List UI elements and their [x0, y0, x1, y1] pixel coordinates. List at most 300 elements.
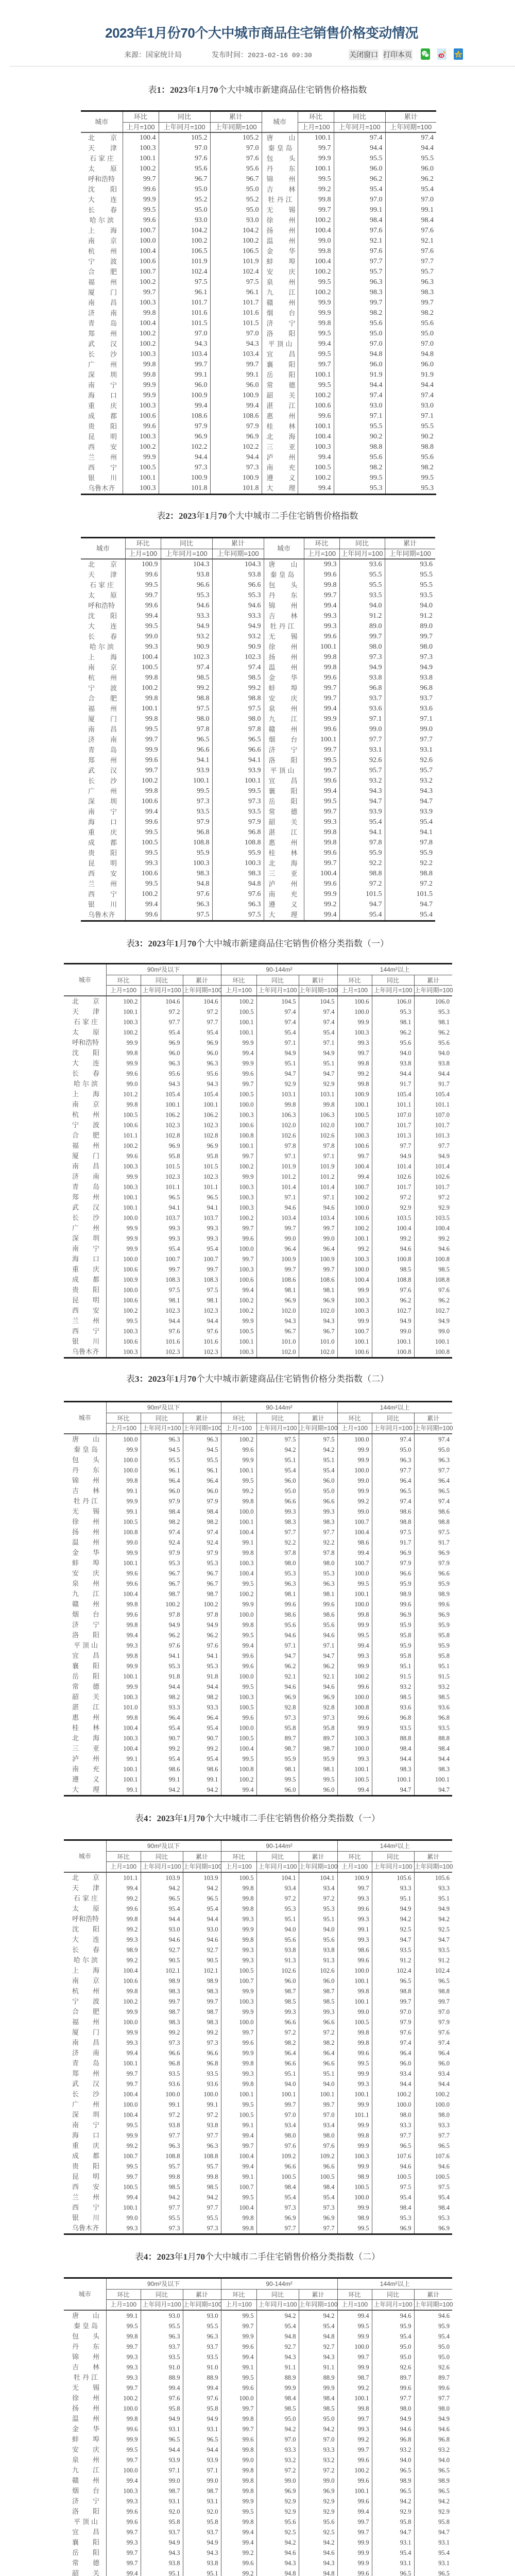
- gt144-yoy-cell: 97.4: [372, 2038, 414, 2048]
- yoy-index-cell: 95.5: [334, 154, 385, 164]
- 90to144-mom-cell: 100.3: [221, 1996, 256, 2007]
- print-page-button[interactable]: 打印本页: [383, 49, 413, 60]
- city-name: 贵阳: [88, 422, 133, 430]
- mom-index-cell: 99.6: [125, 755, 161, 766]
- gt144-yoy-cell: 97.7: [372, 2130, 414, 2141]
- le90-yoy-cell: 90.5: [141, 1955, 183, 1965]
- 90to144-yoy-cell: 101.4: [256, 1182, 299, 1192]
- 90to144-cum-cell: 94.6: [299, 2548, 337, 2558]
- 90to144-yoy-cell: 95.4: [256, 2321, 299, 2331]
- gt144-cum-cell: 91.5: [414, 1671, 452, 1682]
- city-cell: [81, 483, 123, 495]
- le90-mom-cell: 100.1: [106, 1192, 141, 1202]
- gt144-mom-cell: 99.9: [337, 2362, 372, 2372]
- le90-yoy-cell: 104.6: [141, 996, 183, 1007]
- city-name: 徐州: [266, 216, 311, 224]
- city-cell: [64, 1275, 114, 1285]
- yoy-index-cell: 93.8: [161, 570, 212, 580]
- gt144-cum-cell: 100.1: [414, 1336, 452, 1347]
- city-name: 九江: [72, 1589, 114, 1598]
- le90-yoy-cell: 88.9: [141, 2372, 183, 2383]
- 90to144-yoy-cell: 93.8: [256, 1945, 299, 1955]
- table-row: [81, 411, 436, 421]
- city-name: 北京: [72, 997, 114, 1005]
- le90-cum-cell: 100.7: [183, 1254, 221, 1264]
- le90-mom-cell: 99.8: [106, 1476, 141, 1486]
- gt144-mom-cell: 98.9: [337, 2172, 372, 2182]
- le90-cum-cell: 94.2: [183, 2192, 221, 2202]
- cum-index-cell: 93.0: [210, 215, 262, 226]
- header-city: 城市: [64, 1840, 106, 1872]
- city-cell: [81, 473, 133, 483]
- le90-mom-cell: 100.4: [106, 1589, 141, 1599]
- le90-mom-cell: 99.9: [106, 1058, 141, 1069]
- city-name: 蚌埠: [72, 2435, 114, 2443]
- city-name: 兰州: [88, 453, 133, 461]
- 90to144-cum-cell: 95.4: [299, 2192, 337, 2202]
- le90-mom-cell: 100.3: [106, 1182, 141, 1192]
- 90to144-cum-cell: 91.1: [299, 2362, 337, 2372]
- mom-index-cell: 99.5: [298, 349, 334, 360]
- city-cell: [264, 735, 313, 745]
- gt144-mom-cell: 99.4: [337, 1640, 372, 1651]
- 90to144-mom-cell: 100.1: [221, 1017, 256, 1027]
- city-name: 九江: [72, 2466, 114, 2474]
- city-cell: [64, 1486, 114, 1496]
- 90to144-mom-cell: 100.4: [221, 1743, 256, 1754]
- cum-index-cell: 99.1: [385, 205, 436, 215]
- 90to144-mom-cell: 100.0: [221, 1671, 256, 1682]
- city-cell: [264, 601, 313, 611]
- gt144-yoy-cell: 96.4: [372, 1476, 414, 1486]
- gt144-yoy-cell: 97.6: [372, 1285, 414, 1295]
- table-row: [81, 693, 435, 704]
- 90to144-cum-cell: 94.0: [299, 1924, 337, 1935]
- table-title-part: 70: [187, 939, 196, 948]
- city-cell: [262, 195, 298, 205]
- table-row: [64, 1017, 452, 1027]
- gt144-cum-cell: 97.7: [414, 1141, 452, 1151]
- 90to144-cum-cell: 94.6: [299, 1202, 337, 1213]
- city-cell: [64, 1213, 114, 1223]
- city-cell: [64, 1038, 106, 1048]
- gt144-cum-cell: 93.5: [414, 1723, 452, 1733]
- table-row: [64, 2372, 452, 2383]
- table-row: [81, 132, 436, 143]
- 90to144-mom-cell: 99.6: [221, 2342, 256, 2352]
- mom-index-cell: 100.4: [123, 318, 159, 329]
- gt144-cum-cell: 98.5: [414, 1692, 452, 1702]
- gt144-yoy-cell: 93.3: [372, 1883, 414, 1893]
- table-row: [81, 869, 435, 879]
- gt144-cum-cell: 102.7: [414, 1306, 452, 1316]
- le90-yoy-cell: 97.6: [141, 2393, 183, 2403]
- 90to144-yoy-cell: 99.0: [256, 1233, 299, 1244]
- gt144-yoy-cell: 98.9: [372, 2476, 414, 2486]
- yoy-index-cell: 102.3: [161, 652, 212, 663]
- le90-mom-cell: 100.5: [106, 1110, 141, 1120]
- table-row: [64, 1316, 452, 1326]
- le90-mom-cell: 99.3: [106, 2372, 141, 2383]
- le90-cum-cell: 99.1: [183, 2099, 221, 2110]
- le90-cum-cell: 94.6: [183, 1935, 221, 1945]
- header-cum-base: 上年同期=100: [210, 123, 262, 133]
- city-cell: [81, 442, 133, 452]
- le90-cum-cell: 108.8: [183, 2151, 221, 2161]
- header-mom-base: 上月=100: [221, 1423, 256, 1434]
- yoy-index-cell: 95.6: [334, 318, 385, 329]
- city-cell: [64, 1713, 114, 1723]
- 90to144-mom-cell: 99.3: [221, 1955, 256, 1965]
- 90to144-yoy-cell: 93.4: [256, 1883, 299, 1893]
- gt144-yoy-cell: 93.6: [372, 1702, 414, 1713]
- le90-mom-cell: 100.6: [106, 1976, 141, 1986]
- mom-index-cell: 99.8: [298, 246, 334, 257]
- city-cell: [81, 590, 133, 601]
- city-cell: [81, 683, 133, 693]
- city-cell: [64, 1316, 114, 1326]
- gt144-yoy-cell: 99.7: [372, 1996, 414, 2007]
- mom-index-cell: 99.5: [304, 796, 339, 807]
- le90-mom-cell: 99.9: [106, 1223, 141, 1233]
- le90-mom-cell: 99.8: [106, 1914, 141, 1924]
- 90to144-yoy-cell: 94.8: [256, 2331, 299, 2342]
- le90-yoy-cell: 98.9: [141, 1976, 183, 1986]
- cum-index-cell: 96.9: [210, 432, 262, 442]
- table-title-part: 表: [148, 85, 157, 95]
- table-row: [64, 1651, 452, 1661]
- table-row: [81, 559, 435, 570]
- le90-cum-cell: 96.3: [183, 2331, 221, 2342]
- gt144-mom-cell: 99.2: [337, 2434, 372, 2445]
- mom-index-cell: 99.6: [304, 879, 339, 889]
- city-name: 湛江: [266, 402, 311, 410]
- qzone-icon[interactable]: [454, 48, 463, 60]
- header-yoy: 同比: [256, 975, 299, 986]
- city-name: 济南: [88, 736, 133, 743]
- city-cell: [264, 817, 313, 827]
- city-name: 南宁: [88, 808, 133, 816]
- city-cell: [262, 298, 311, 308]
- gt144-cum-cell: 94.9: [414, 1904, 452, 1914]
- mom-index-cell: 99.9: [123, 391, 159, 401]
- le90-mom-cell: 99.6: [106, 1904, 141, 1914]
- city-cell: [64, 1579, 114, 1589]
- 90to144-mom-cell: 99.5: [221, 1579, 256, 1589]
- 90to144-yoy-cell: 97.2: [256, 2027, 299, 2038]
- cum-index-cell: 91.9: [385, 370, 436, 380]
- city-name: 宜昌: [72, 2528, 114, 2536]
- 90to144-yoy-cell: 93.3: [256, 2445, 299, 2455]
- le90-mom-cell: 100.6: [106, 1120, 141, 1130]
- le90-mom-cell: 100.0: [106, 1434, 141, 1445]
- city-cell: [64, 2558, 114, 2568]
- gt144-yoy-cell: 94.6: [372, 2310, 414, 2321]
- mom-index-cell: 99.7: [304, 766, 339, 776]
- yoy-index-cell: 95.5: [339, 570, 385, 580]
- gt144-mom-cell: 100.3: [337, 1295, 372, 1306]
- city-cell: [64, 2476, 114, 2486]
- le90-yoy-cell: 98.7: [141, 2007, 183, 2017]
- table-row: [64, 1172, 452, 1182]
- yoy-index-cell: 95.4: [339, 910, 385, 921]
- city-name: 温州: [72, 1538, 114, 1546]
- le90-yoy-cell: 97.7: [141, 2202, 183, 2213]
- cum-index-cell: 97.8: [212, 724, 264, 735]
- mom-index-cell: 99.5: [125, 879, 161, 889]
- 90to144-cum-cell: 94.9: [299, 1048, 337, 1058]
- le90-yoy-cell: 94.3: [141, 1079, 183, 1089]
- city-name: 济宁: [72, 1620, 114, 1629]
- header-cum: 累计: [183, 975, 221, 986]
- city-name: 南充: [266, 464, 311, 471]
- city-name: 西安: [88, 870, 133, 877]
- mom-index-cell: 100.2: [123, 277, 159, 287]
- header-yoy: 同比: [334, 111, 385, 123]
- table-row: [81, 735, 435, 745]
- cum-index-cell: 95.3: [385, 483, 436, 495]
- 90to144-yoy-cell: 99.0: [256, 2476, 299, 2486]
- 90to144-yoy-cell: 97.1: [256, 1151, 299, 1161]
- header-mom-base: 上月=100: [337, 1862, 372, 1872]
- city-name: 烟台: [72, 1610, 114, 1618]
- gt144-yoy-cell: 94.7: [372, 1785, 414, 1796]
- 90to144-yoy-cell: 91.3: [256, 1955, 299, 1965]
- city-cell: [64, 1640, 106, 1651]
- mom-index-cell: 99.9: [123, 380, 159, 391]
- le90-mom-cell: 99.4: [106, 1883, 141, 1893]
- mom-index-cell: 99.7: [304, 590, 339, 601]
- city-name: 吉林: [72, 2363, 114, 2371]
- gt144-yoy-cell: 95.8: [372, 1630, 414, 1640]
- yoy-index-cell: 98.0: [161, 714, 212, 724]
- mom-index-cell: 100.3: [123, 349, 159, 360]
- city-cell: [81, 205, 133, 215]
- city-cell: [64, 2172, 114, 2182]
- le90-mom-cell: 100.6: [106, 1295, 141, 1306]
- le90-yoy-cell: 96.7: [141, 1568, 183, 1579]
- gt144-cum-cell: 95.1: [414, 1661, 452, 1671]
- city-name: 南昌: [72, 2038, 114, 2046]
- gt144-mom-cell: 99.4: [337, 1785, 372, 1796]
- le90-yoy-cell: 94.4: [141, 2445, 183, 2455]
- 90to144-cum-cell: 94.2: [299, 2424, 337, 2434]
- table-row: [81, 766, 435, 776]
- 90to144-cum-cell: 96.4: [299, 1244, 337, 1254]
- 90to144-cum-cell: 101.0: [299, 1336, 337, 1347]
- header-city: 城市: [64, 1402, 106, 1434]
- city-cell: [264, 652, 313, 663]
- gt144-mom-cell: 100.1: [337, 1996, 372, 2007]
- city-name: 秦皇岛: [270, 571, 297, 579]
- 90to144-mom-cell: 99.2: [221, 2548, 256, 2558]
- city-name: 安庆: [268, 694, 313, 702]
- yoy-index-cell: 94.4: [334, 380, 385, 391]
- 90to144-cum-cell: 95.0: [299, 1486, 337, 1496]
- gt144-mom-cell: 100.9: [337, 1089, 372, 1099]
- table-row: [64, 1630, 452, 1640]
- le90-yoy-cell: 97.8: [141, 1609, 183, 1620]
- 90to144-yoy-cell: 95.4: [256, 1027, 299, 1038]
- le90-mom-cell: 100.4: [106, 2089, 141, 2099]
- 90to144-yoy-cell: 95.6: [256, 1935, 299, 1945]
- le90-mom-cell: 99.4: [106, 1630, 141, 1640]
- gt144-mom-cell: 99.9: [337, 1723, 372, 1733]
- le90-cum-cell: 93.7: [183, 2527, 221, 2537]
- gt144-cum-cell: 95.0: [414, 2342, 452, 2352]
- table-row: [81, 442, 436, 452]
- le90-yoy-cell: 98.7: [141, 1589, 183, 1599]
- le90-mom-cell: 99.5: [106, 2120, 141, 2130]
- gt144-mom-cell: 98.7: [337, 2372, 372, 2383]
- wechat-icon[interactable]: [421, 48, 430, 60]
- le90-mom-cell: 101.1: [106, 1130, 141, 1141]
- 90to144-yoy-cell: 94.7: [256, 1651, 299, 1661]
- weibo-icon[interactable]: [437, 48, 447, 60]
- gt144-yoy-cell: 92.9: [372, 2506, 414, 2517]
- table-row: [81, 776, 435, 786]
- mom-index-cell: 100.5: [123, 463, 159, 473]
- 90to144-cum-cell: 96.0: [299, 1976, 337, 1986]
- city-name: 呼和浩特: [72, 1038, 99, 1046]
- mom-index-cell: 99.4: [304, 704, 339, 714]
- gt144-cum-cell: 94.7: [414, 1785, 452, 1796]
- 90to144-cum-cell: 95.6: [299, 2517, 337, 2527]
- le90-cum-cell: 98.6: [183, 1764, 221, 1774]
- header-cum-base: 上年同期=100: [385, 123, 436, 133]
- gt144-mom-cell: 99.6: [337, 2476, 372, 2486]
- table-row: [64, 2038, 452, 2048]
- city-cell: [81, 900, 133, 910]
- gt144-mom-cell: 100.0: [337, 1264, 372, 1275]
- yoy-index-cell: 99.5: [334, 473, 385, 483]
- gt144-cum-cell: 93.8: [414, 1058, 452, 1069]
- gt144-yoy-cell: 96.0: [372, 2058, 414, 2069]
- gt144-yoy-cell: 98.5: [372, 1264, 414, 1275]
- 90to144-mom-cell: 99.8: [221, 1620, 256, 1630]
- 90to144-mom-cell: 99.8: [221, 2213, 256, 2223]
- gt144-mom-cell: 100.2: [337, 1671, 372, 1682]
- cum-index-cell: 94.9: [212, 621, 264, 632]
- 90to144-mom-cell: 99.7: [221, 2141, 256, 2151]
- 90to144-cum-cell: 98.4: [299, 2182, 337, 2192]
- gt144-yoy-cell: 100.4: [372, 1223, 414, 1233]
- gt144-mom-cell: 99.9: [337, 2161, 372, 2172]
- city-name: 郑州: [72, 2069, 114, 2077]
- table-row: [64, 1306, 452, 1316]
- city-cell: [64, 1048, 114, 1058]
- 90to144-cum-cell: 99.7: [299, 1264, 337, 1275]
- city-cell: [64, 2130, 114, 2141]
- city-cell: [64, 1476, 114, 1486]
- table-row: [64, 2202, 452, 2213]
- le90-mom-cell: 99.5: [106, 2445, 141, 2455]
- 90to144-mom-cell: 99.5: [221, 2099, 256, 2110]
- city-name: 济宁: [266, 319, 311, 327]
- gt144-mom-cell: 99.9: [337, 1620, 372, 1630]
- city-name: 郑州: [88, 330, 133, 337]
- mom-index-cell: 99.9: [298, 308, 334, 318]
- gt144-yoy-cell: 100.1: [372, 1336, 414, 1347]
- gt144-mom-cell: 98.6: [337, 1945, 372, 1955]
- cum-index-cell: 105.2: [210, 132, 262, 143]
- city-cell: [64, 1785, 114, 1796]
- table-row: [64, 1754, 452, 1764]
- city-cell: [81, 910, 125, 921]
- gt144-mom-cell: 100.5: [337, 2017, 372, 2027]
- 90to144-cum-cell: 98.7: [299, 1986, 337, 1996]
- yoy-index-cell: 93.5: [339, 590, 385, 601]
- 90to144-cum-cell: 96.7: [299, 1326, 337, 1336]
- city-name: 岳阳: [72, 1672, 114, 1680]
- yoy-index-cell: 93.7: [339, 693, 385, 704]
- 90to144-cum-cell: 94.8: [299, 2568, 337, 2576]
- 90to144-cum-cell: 98.2: [299, 2038, 337, 2048]
- le90-mom-cell: 99.1: [106, 2310, 141, 2321]
- table-row: [64, 1506, 452, 1517]
- header-size-le90: 90m²及以下: [106, 1402, 221, 1413]
- 90to144-mom-cell: 100.1: [221, 1027, 256, 1038]
- 90to144-cum-cell: 98.4: [299, 2393, 337, 2403]
- table-title-part: 表: [126, 1374, 135, 1384]
- gt144-yoy-cell: 91.5: [372, 1671, 414, 1682]
- cum-index-cell: 93.2: [212, 632, 264, 642]
- city-name: 呼和浩特: [72, 1914, 99, 1923]
- 90to144-mom-cell: 100.4: [221, 1568, 256, 1579]
- 90to144-mom-cell: 99.1: [221, 2120, 256, 2130]
- gt144-yoy-cell: 95.0: [372, 2352, 414, 2362]
- city-name: 蚌埠: [268, 684, 313, 692]
- close-window-button[interactable]: 关闭窗口: [349, 49, 379, 60]
- city-name: 扬州: [72, 2404, 114, 2412]
- le90-cum-cell: 99.7: [183, 1996, 221, 2007]
- table-title-part: 1: [183, 2252, 187, 2262]
- city-cell: [81, 755, 133, 766]
- header-cum-base: 上年同期=100: [299, 986, 337, 996]
- mom-index-cell: 99.4: [304, 786, 339, 796]
- city-cell: [64, 1254, 114, 1264]
- city-cell: [64, 1192, 114, 1202]
- le90-cum-cell: 96.4: [183, 1713, 221, 1723]
- 90to144-cum-cell: 97.8: [299, 1141, 337, 1151]
- le90-cum-cell: 95.4: [183, 1723, 221, 1733]
- table-row: [64, 2141, 452, 2151]
- city-cell: [64, 1904, 114, 1914]
- table-row: [81, 339, 436, 349]
- city-name: 南京: [88, 237, 133, 245]
- city-cell: [64, 1558, 114, 1568]
- yoy-index-cell: 108.6: [159, 411, 210, 421]
- city-name: 武汉: [72, 2079, 114, 2088]
- 90to144-yoy-cell: 97.3: [256, 2202, 299, 2213]
- header-mom-base: 上月=100: [298, 123, 334, 133]
- table-title-part: 3：2023: [135, 1374, 166, 1384]
- 90to144-cum-cell: 97.1: [299, 1192, 337, 1202]
- gt144-yoy-cell: 96.5: [372, 1486, 414, 1496]
- gt144-cum-cell: 100.0: [414, 2099, 452, 2110]
- gt144-mom-cell: 100.0: [337, 1965, 372, 1976]
- le90-yoy-cell: 94.3: [141, 2548, 183, 2558]
- yoy-index-cell: 93.2: [339, 776, 385, 786]
- city-cell: [81, 370, 133, 380]
- le90-mom-cell: 99.8: [106, 1099, 141, 1110]
- le90-yoy-cell: 99.1: [141, 2099, 183, 2110]
- le90-cum-cell: 96.9: [183, 1141, 221, 1151]
- gt144-yoy-cell: 95.8: [372, 2517, 414, 2527]
- mom-index-cell: 99.6: [125, 601, 161, 611]
- header-yoy-base: 上年同月=100: [339, 549, 385, 560]
- le90-cum-cell: 103.9: [183, 1872, 221, 1883]
